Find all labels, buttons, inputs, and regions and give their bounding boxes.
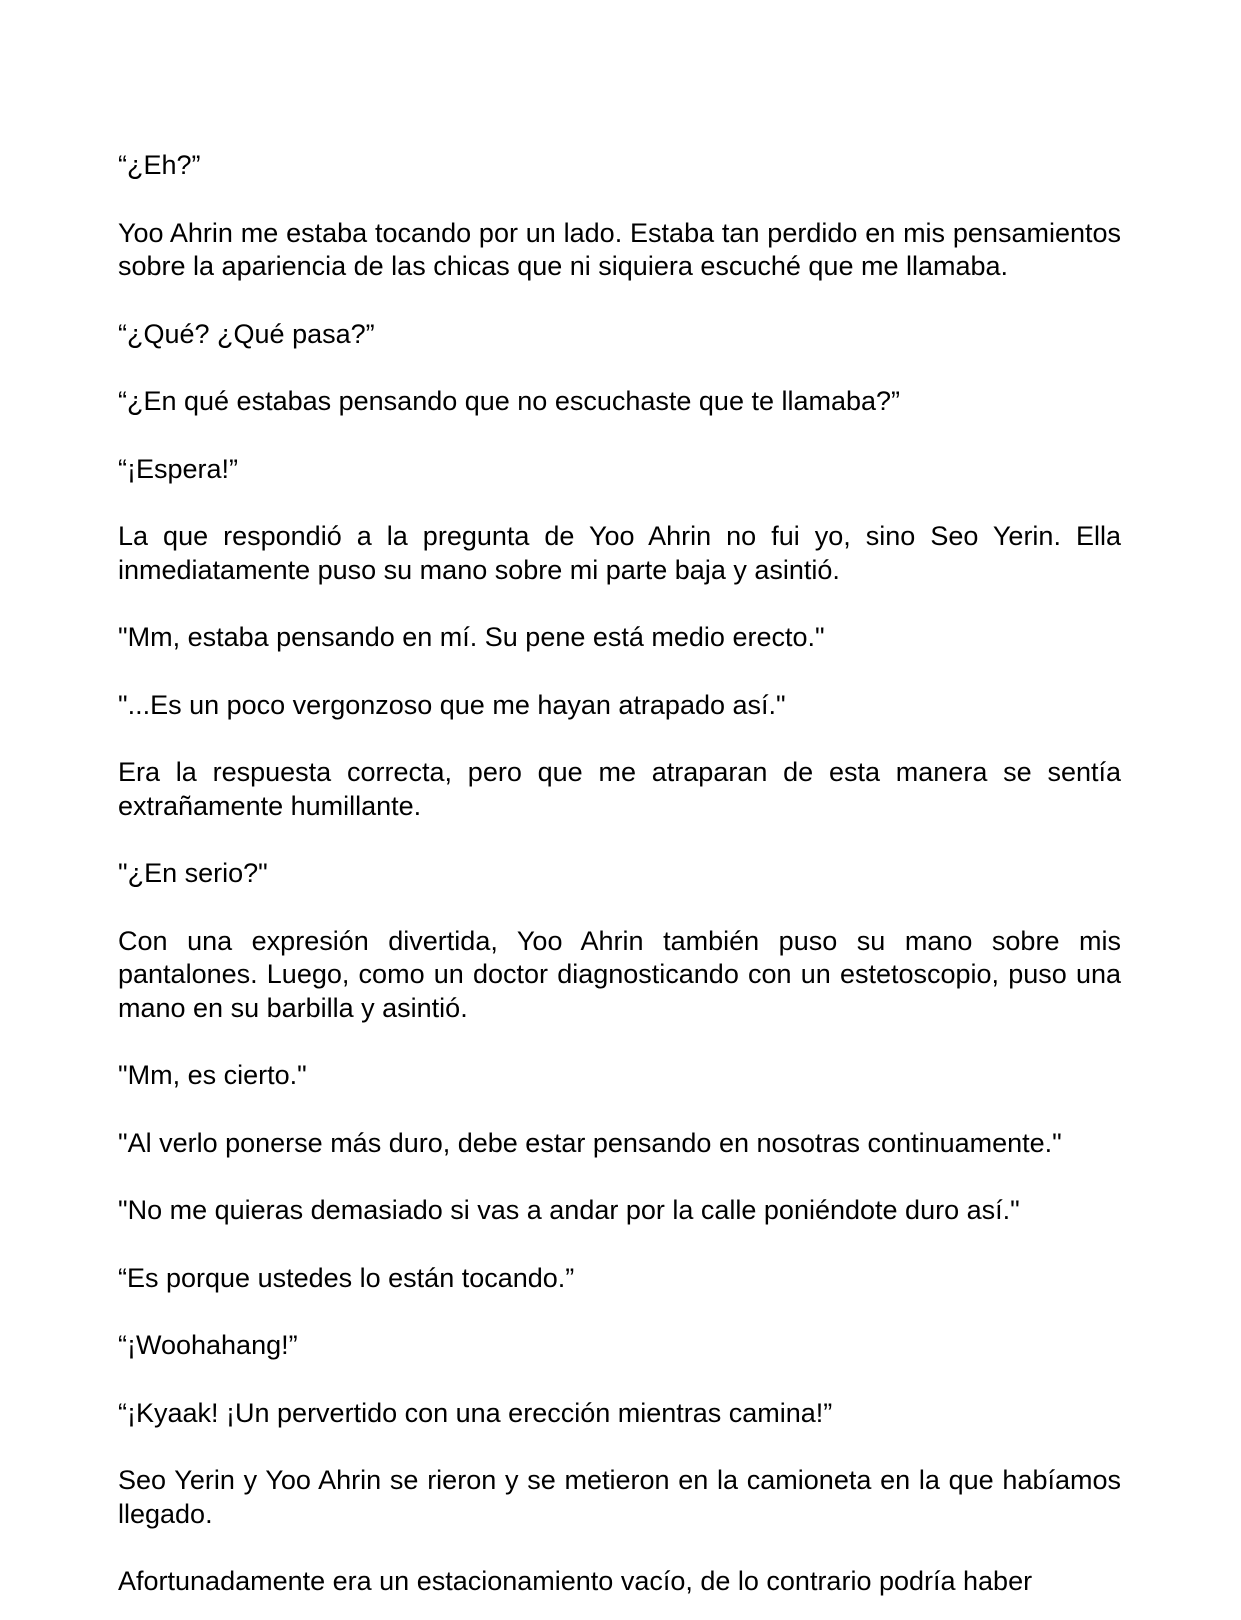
paragraph: Con una expresión divertida, Yoo Ahrin también puso su mano sobre mis pantalones. Luego, como un doctor diagnosticando con un estetoscopio, puso una mano en su barbilla y asintió. <box>118 925 1121 1023</box>
paragraph: “¿En qué estabas pensando que no escuchaste que te llamaba?” <box>118 386 901 416</box>
paragraph: “Es porque ustedes lo están tocando.” <box>118 1262 575 1293</box>
paragraph: Era la respuesta correcta, pero que me atraparan de esta manera se sentía extrañamente humillante. <box>118 757 1121 821</box>
paragraph: "No me quieras demasiado si vas a andar por la calle poniéndote duro así." <box>118 1195 1020 1225</box>
paragraph: “¿Qué? ¿Qué pasa?” <box>118 318 375 349</box>
paragraph: Yoo Ahrin me estaba tocando por un lado. Estaba tan perdido en mis pensamientos sobre la apariencia de las chicas que ni siquiera escuché que me llamaba. <box>118 217 1121 281</box>
paragraph: Seo Yerin y Yoo Ahrin se rieron y se metieron en la camioneta en la que habíamos llegado. <box>118 1465 1121 1529</box>
paragraph: “¡Woohahang!” <box>118 1330 298 1360</box>
text-body <box>118 149 1121 1620</box>
paragraph: “¡Kyaak! ¡Un pervertido con una erección mientras camina!” <box>118 1397 833 1428</box>
paragraph: "Al verlo ponerse más duro, debe estar pensando en nosotras continuamente." <box>118 1127 1062 1158</box>
paragraph: “¿Eh?” <box>118 150 201 180</box>
paragraph: Afortunadamente era un estacionamiento vacío, de lo contrario podría haber <box>118 1566 1033 1596</box>
paragraph: “¡Espera!” <box>118 453 239 484</box>
paragraph: "...Es un poco vergonzoso que me hayan atrapado así." <box>118 689 786 720</box>
paragraph: "¿En serio?" <box>118 858 268 888</box>
paragraph: La que respondió a la pregunta de Yoo Ahrin no fui yo, sino Seo Yerin. Ella inmediatamente puso su mano sobre mi parte baja y asintió. <box>118 521 1121 585</box>
paragraph: "Mm, es cierto." <box>118 1060 307 1090</box>
paragraph: "Mm, estaba pensando en mí. Su pene está medio erecto." <box>118 622 825 652</box>
